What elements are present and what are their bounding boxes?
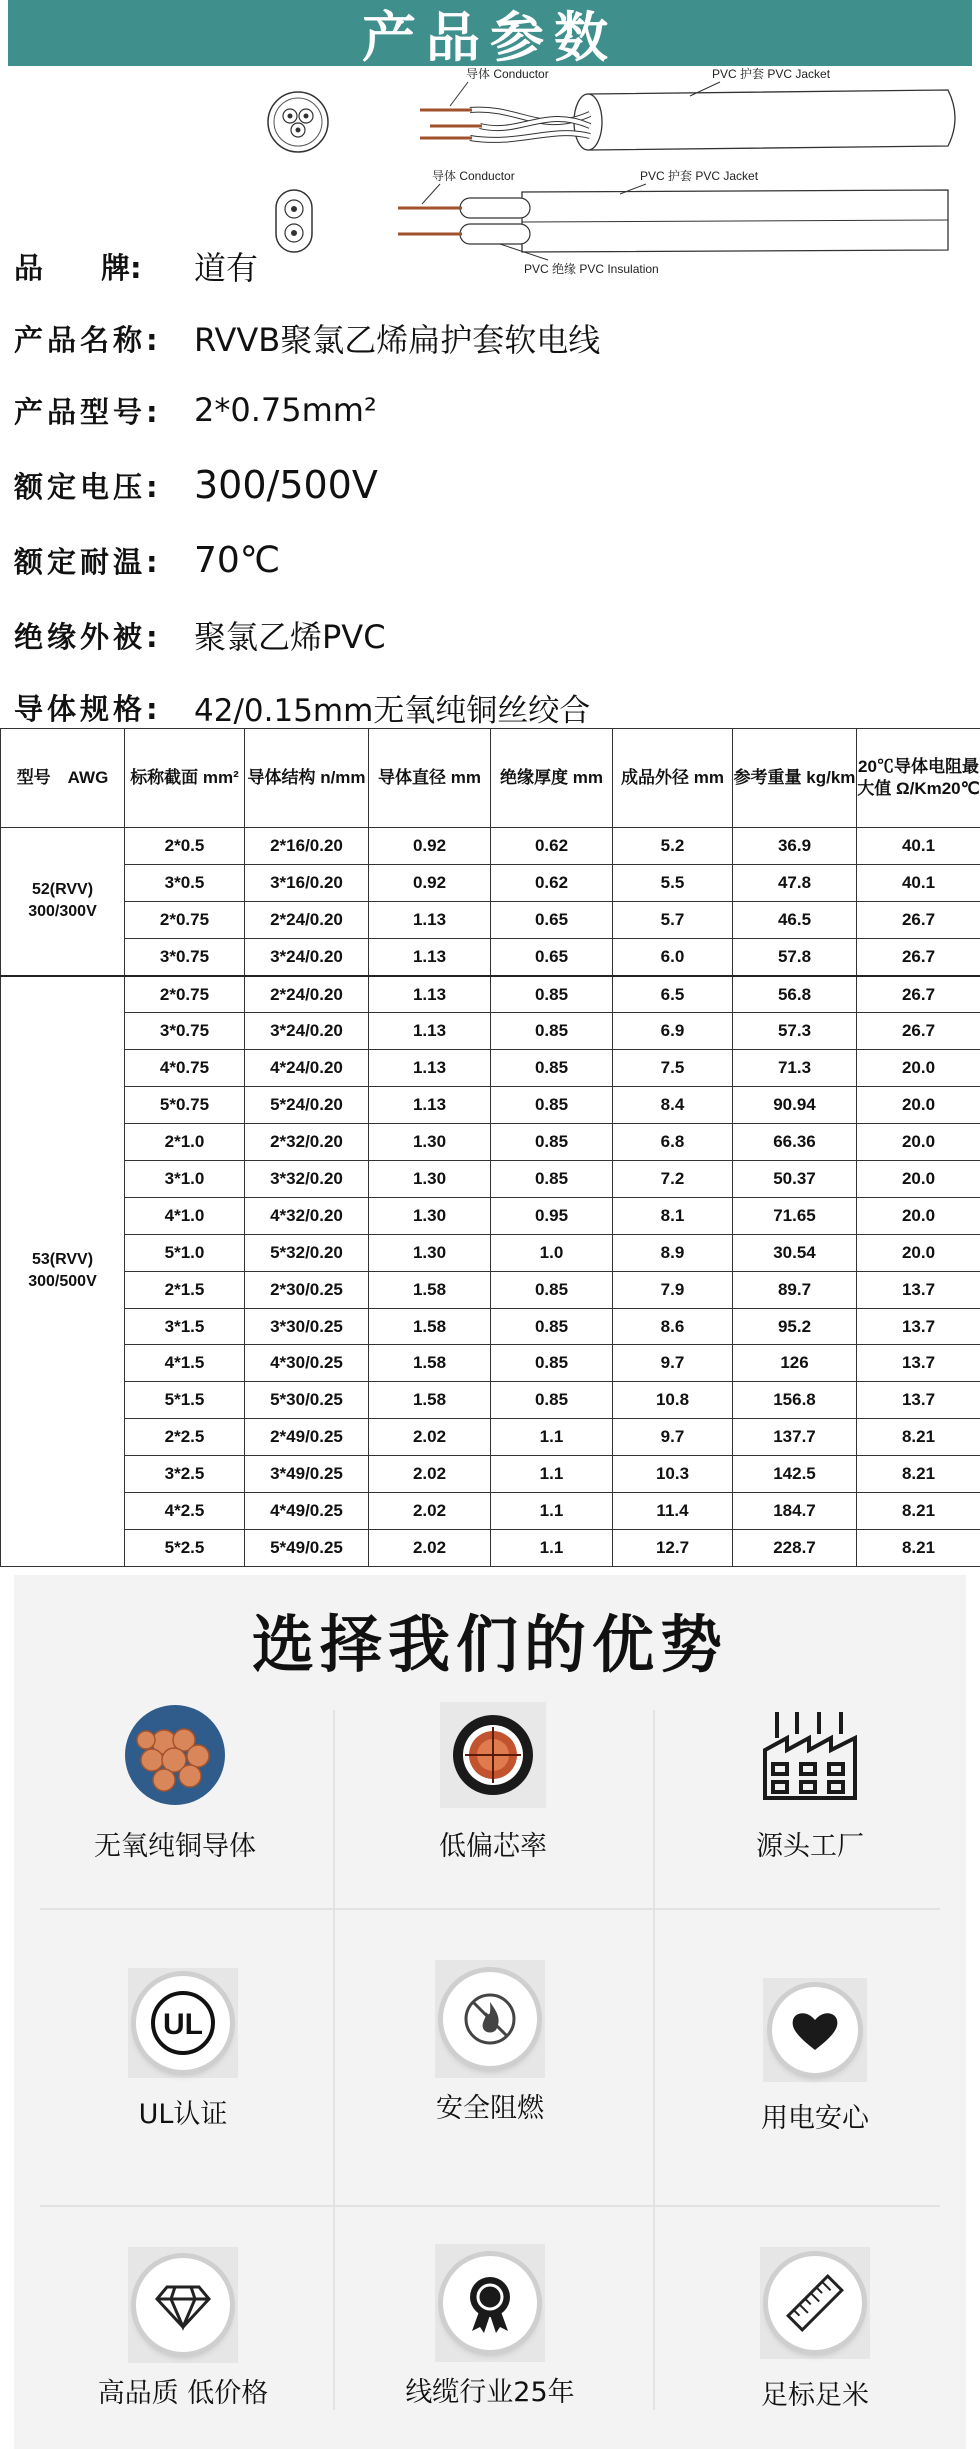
table-cell: 1.13 <box>369 976 491 1013</box>
table-cell: 57.8 <box>733 938 857 975</box>
spec-value: 聚氯乙烯PVC <box>194 618 386 656</box>
table-cell: 20.0 <box>857 1234 980 1271</box>
advantages-title: 选择我们的优势 <box>251 1608 728 1681</box>
table-cell: 10.3 <box>613 1456 733 1493</box>
table-cell: 0.92 <box>369 864 491 901</box>
table-row <box>1 976 980 1013</box>
table-cell: 46.5 <box>733 901 857 938</box>
table-cell: 5.5 <box>613 864 733 901</box>
table-cell: 1.58 <box>369 1271 491 1308</box>
spec-value: RVVB聚氯乙烯扁护套软电线 <box>194 321 601 359</box>
table-row <box>1 1382 980 1419</box>
table-cell: 1.30 <box>369 1197 491 1234</box>
table-cell: 1.0 <box>491 1234 613 1271</box>
table-cell: 7.2 <box>613 1161 733 1198</box>
table-cell: 2.02 <box>369 1456 491 1493</box>
table-cell: 3*32/0.20 <box>245 1161 369 1198</box>
table-cell: 6.9 <box>613 1013 733 1050</box>
table-cell: 5.7 <box>613 901 733 938</box>
table-cell: 5*0.75 <box>125 1087 245 1124</box>
table-cell: 8.6 <box>613 1308 733 1345</box>
advantage-item <box>665 1978 965 2135</box>
table-cell: 2*32/0.20 <box>245 1124 369 1161</box>
table-cell: 0.62 <box>491 828 613 865</box>
table-cell: 56.8 <box>733 976 857 1013</box>
advantage-label: 安全阻燃 <box>436 2093 544 2124</box>
table-cell: 1.13 <box>369 938 491 975</box>
table-cell: 26.7 <box>857 1013 980 1050</box>
table-group-cell <box>1 828 125 976</box>
table-cell: 4*32/0.20 <box>245 1197 369 1234</box>
table-row <box>1 1529 980 1566</box>
advantage-item <box>343 1700 643 1863</box>
advantage-label: 低偏芯率 <box>439 1831 547 1862</box>
header-model: 型号 AWG <box>1 729 125 828</box>
advantage-label: 用电安心 <box>761 2103 869 2134</box>
table-row <box>1 901 980 938</box>
table-cell: 4*24/0.20 <box>245 1050 369 1087</box>
table-cell: 2*49/0.25 <box>245 1419 369 1456</box>
table-row <box>1 1456 980 1493</box>
spec-label: 产品型号: <box>14 394 162 429</box>
spec-conductor <box>14 685 590 729</box>
factory-icon <box>755 1700 865 1810</box>
table-cell: 2.02 <box>369 1419 491 1456</box>
table-cell: 1.1 <box>491 1456 613 1493</box>
spec-label: 额定电压: <box>14 469 162 504</box>
table-cell: 4*30/0.25 <box>245 1345 369 1382</box>
table-cell: 5*49/0.25 <box>245 1529 369 1566</box>
divider <box>333 1710 335 2410</box>
table-cell: 3*24/0.20 <box>245 1013 369 1050</box>
table-cell: 13.7 <box>857 1345 980 1382</box>
spec-label: 产品名称: <box>14 322 162 357</box>
table-cell: 0.65 <box>491 901 613 938</box>
bottom-jacket-label: PVC 护套 PVC Jacket <box>640 169 759 183</box>
table-cell: 2*1.0 <box>125 1124 245 1161</box>
advantage-item <box>33 1968 333 2131</box>
table-cell: 2*1.5 <box>125 1271 245 1308</box>
table-cell: 6.5 <box>613 976 733 1013</box>
table-cell: 3*0.75 <box>125 938 245 975</box>
table-cell: 2.02 <box>369 1529 491 1566</box>
table-cell: 2*24/0.20 <box>245 976 369 1013</box>
table-cell: 9.7 <box>613 1419 733 1456</box>
table-cell: 0.92 <box>369 828 491 865</box>
table-cell: 0.85 <box>491 976 613 1013</box>
spec-model <box>14 385 377 435</box>
top-jacket-label: PVC 护套 PVC Jacket <box>712 67 831 81</box>
spec-table <box>0 728 980 1567</box>
heart-icon <box>760 1978 870 2082</box>
table-cell: 3*2.5 <box>125 1456 245 1493</box>
table-cell: 13.7 <box>857 1271 980 1308</box>
table-cell: 1.1 <box>491 1493 613 1530</box>
table-cell: 10.8 <box>613 1382 733 1419</box>
group-name-line: 300/300V <box>28 903 97 921</box>
table-cell: 20.0 <box>857 1124 980 1161</box>
header-resistance: 20℃导体电阻最大值 Ω/Km20℃ <box>857 729 980 828</box>
bottom-insulation-label: PVC 绝缘 PVC Insulation <box>524 262 659 276</box>
award-ribbon-icon <box>435 2244 545 2362</box>
spec-voltage <box>14 460 378 510</box>
table-cell: 0.85 <box>491 1087 613 1124</box>
spec-label: 绝缘外被: <box>14 619 162 654</box>
table-cell: 90.94 <box>733 1087 857 1124</box>
advantage-label: 线缆行业25年 <box>405 2377 575 2408</box>
spec-label: 导体规格: <box>14 691 162 726</box>
table-cell: 3*49/0.25 <box>245 1456 369 1493</box>
table-row <box>1 1271 980 1308</box>
table-cell: 95.2 <box>733 1308 857 1345</box>
table-cell: 6.0 <box>613 938 733 975</box>
table-cell: 5*24/0.20 <box>245 1087 369 1124</box>
table-cell: 228.7 <box>733 1529 857 1566</box>
table-header-row <box>1 729 980 828</box>
table-cell: 8.4 <box>613 1087 733 1124</box>
table-cell: 3*0.75 <box>125 1013 245 1050</box>
cable-cross-section-icon <box>438 1700 548 1810</box>
table-cell: 3*30/0.25 <box>245 1308 369 1345</box>
advantage-label: 源头工厂 <box>756 1831 864 1862</box>
table-cell: 40.1 <box>857 864 980 901</box>
spec-product-name <box>14 313 600 363</box>
header-diameter: 导体直径 mm <box>369 729 491 828</box>
group-name-line: 300/500V <box>28 1273 97 1291</box>
table-cell: 0.85 <box>491 1345 613 1382</box>
flat-cable-side-view <box>398 168 948 276</box>
table-cell: 26.7 <box>857 938 980 975</box>
table-cell: 71.65 <box>733 1197 857 1234</box>
advantage-item <box>665 2247 965 2412</box>
table-cell: 2*24/0.20 <box>245 901 369 938</box>
table-cell: 2*16/0.20 <box>245 828 369 865</box>
header-insulation: 绝缘厚度 mm <box>491 729 613 828</box>
page-title: 产品参数 <box>362 5 618 69</box>
bottom-conductor-label: 导体 Conductor <box>432 169 515 183</box>
table-cell: 184.7 <box>733 1493 857 1530</box>
table-cell: 47.8 <box>733 864 857 901</box>
table-cell: 2*0.5 <box>125 828 245 865</box>
table-cell: 8.1 <box>613 1197 733 1234</box>
table-cell: 20.0 <box>857 1161 980 1198</box>
table-cell: 89.7 <box>733 1271 857 1308</box>
spec-value: 70℃ <box>194 539 281 581</box>
spec-temperature <box>14 535 280 585</box>
top-conductor-label: 导体 Conductor <box>466 67 549 81</box>
table-cell: 30.54 <box>733 1234 857 1271</box>
table-cell: 1.13 <box>369 1087 491 1124</box>
spec-label: 品 牌: <box>14 250 142 285</box>
table-cell: 40.1 <box>857 828 980 865</box>
divider <box>40 1908 940 1910</box>
spec-brand <box>14 241 258 291</box>
spec-value: 道有 <box>194 249 259 287</box>
table-cell: 5*1.0 <box>125 1234 245 1271</box>
table-row <box>1 1493 980 1530</box>
table-cell: 57.3 <box>733 1013 857 1050</box>
table-cell: 0.85 <box>491 1050 613 1087</box>
table-cell: 3*16/0.20 <box>245 864 369 901</box>
table-cell: 0.85 <box>491 1308 613 1345</box>
table-cell: 20.0 <box>857 1050 980 1087</box>
table-cell: 5*32/0.20 <box>245 1234 369 1271</box>
table-cell: 142.5 <box>733 1456 857 1493</box>
table-cell: 66.36 <box>733 1124 857 1161</box>
table-row <box>1 1419 980 1456</box>
table-cell: 5.2 <box>613 828 733 865</box>
divider <box>653 1710 655 2410</box>
advantage-item <box>33 2247 333 2410</box>
table-cell: 4*2.5 <box>125 1493 245 1530</box>
divider <box>40 2205 940 2207</box>
table-cell: 5*30/0.25 <box>245 1382 369 1419</box>
table-row <box>1 1161 980 1198</box>
table-cell: 13.7 <box>857 1382 980 1419</box>
header-section: 标称截面 mm² <box>125 729 245 828</box>
table-cell: 1.58 <box>369 1382 491 1419</box>
advantage-item <box>340 1960 640 2125</box>
table-cell: 20.0 <box>857 1087 980 1124</box>
table-cell: 8.21 <box>857 1493 980 1530</box>
table-cell: 7.5 <box>613 1050 733 1087</box>
table-row <box>1 864 980 901</box>
advantage-item <box>25 1700 325 1863</box>
group-name-line: 52(RVV) <box>31 881 94 899</box>
table-cell: 1.13 <box>369 1050 491 1087</box>
table-cell: 12.7 <box>613 1529 733 1566</box>
group-name-line: 53(RVV) <box>31 1251 94 1269</box>
table-cell: 1.58 <box>369 1308 491 1345</box>
header-structure: 导体结构 n/mm <box>245 729 369 828</box>
table-cell: 11.4 <box>613 1493 733 1530</box>
table-cell: 126 <box>733 1345 857 1382</box>
header-weight: 参考重量 kg/km <box>733 729 857 828</box>
table-cell: 4*1.0 <box>125 1197 245 1234</box>
table-row <box>1 1087 980 1124</box>
copper-wire-icon <box>120 1700 230 1810</box>
table-group-cell <box>1 976 125 1567</box>
table-cell: 36.9 <box>733 828 857 865</box>
table-cell: 4*49/0.25 <box>245 1493 369 1530</box>
table-row <box>1 1234 980 1271</box>
table-cell: 1.58 <box>369 1345 491 1382</box>
table-cell: 0.85 <box>491 1161 613 1198</box>
table-cell: 2*30/0.25 <box>245 1271 369 1308</box>
advantage-item <box>660 1700 960 1863</box>
table-cell: 13.7 <box>857 1308 980 1345</box>
page-header <box>8 0 972 69</box>
table-cell: 0.85 <box>491 1271 613 1308</box>
table-cell: 1.30 <box>369 1161 491 1198</box>
table-cell: 1.1 <box>491 1419 613 1456</box>
table-cell: 8.9 <box>613 1234 733 1271</box>
table-row <box>1 1197 980 1234</box>
table-row <box>1 1124 980 1161</box>
svg-text:UL: UL <box>163 2008 203 2041</box>
advantage-label: 高品质 低价格 <box>97 2378 269 2409</box>
table-cell: 5*1.5 <box>125 1382 245 1419</box>
table-cell: 4*1.5 <box>125 1345 245 1382</box>
table-row <box>1 1308 980 1345</box>
table-cell: 3*1.5 <box>125 1308 245 1345</box>
round-cable-side-view <box>420 66 955 150</box>
table-cell: 1.13 <box>369 1013 491 1050</box>
table-cell: 3*1.0 <box>125 1161 245 1198</box>
table-row <box>1 1050 980 1087</box>
table-cell: 9.7 <box>613 1345 733 1382</box>
table-cell: 1.1 <box>491 1529 613 1566</box>
spec-value: 2*0.75mm² <box>194 391 377 429</box>
table-cell: 50.37 <box>733 1161 857 1198</box>
table-row <box>1 1013 980 1050</box>
ruler-icon <box>760 2247 870 2359</box>
round-cable-cross-section <box>268 92 328 152</box>
table-cell: 20.0 <box>857 1197 980 1234</box>
table-cell: 4*0.75 <box>125 1050 245 1087</box>
ul-logo-icon <box>128 1968 238 2078</box>
flat-cable-cross-section <box>276 190 312 252</box>
spec-value: 300/500V <box>194 463 378 507</box>
table-cell: 2*0.75 <box>125 976 245 1013</box>
table-cell: 137.7 <box>733 1419 857 1456</box>
table-cell: 26.7 <box>857 976 980 1013</box>
table-cell: 0.85 <box>491 1013 613 1050</box>
table-cell: 0.65 <box>491 938 613 975</box>
table-cell: 0.62 <box>491 864 613 901</box>
table-cell: 71.3 <box>733 1050 857 1087</box>
table-cell: 1.30 <box>369 1124 491 1161</box>
table-cell: 0.95 <box>491 1197 613 1234</box>
table-cell: 2*2.5 <box>125 1419 245 1456</box>
spec-value: 42/0.15mm无氧纯铜丝绞合 <box>194 692 591 729</box>
table-row <box>1 938 980 975</box>
table-row <box>1 1345 980 1382</box>
table-cell: 2.02 <box>369 1493 491 1530</box>
flame-retardant-icon <box>435 1960 545 2078</box>
table-cell: 8.21 <box>857 1529 980 1566</box>
table-cell: 1.30 <box>369 1234 491 1271</box>
header-outer: 成品外径 mm <box>613 729 733 828</box>
table-cell: 156.8 <box>733 1382 857 1419</box>
table-cell: 2*0.75 <box>125 901 245 938</box>
table-cell: 7.9 <box>613 1271 733 1308</box>
table-cell: 1.13 <box>369 901 491 938</box>
table-cell: 26.7 <box>857 901 980 938</box>
advantage-label: 无氧纯铜导体 <box>94 1831 256 1862</box>
table-cell: 5*2.5 <box>125 1529 245 1566</box>
table-cell: 8.21 <box>857 1419 980 1456</box>
table-row <box>1 828 980 865</box>
table-cell: 0.85 <box>491 1382 613 1419</box>
spec-insulation <box>14 610 386 660</box>
table-cell: 8.21 <box>857 1456 980 1493</box>
table-cell: 6.8 <box>613 1124 733 1161</box>
advantage-label: 足标足米 <box>761 2380 869 2411</box>
advantage-label: UL认证 <box>138 2099 228 2130</box>
spec-label: 额定耐温: <box>14 544 162 579</box>
table-cell: 3*24/0.20 <box>245 938 369 975</box>
advantage-item <box>340 2244 640 2409</box>
diamond-icon <box>128 2247 238 2363</box>
table-cell: 3*0.5 <box>125 864 245 901</box>
table-cell: 0.85 <box>491 1124 613 1161</box>
